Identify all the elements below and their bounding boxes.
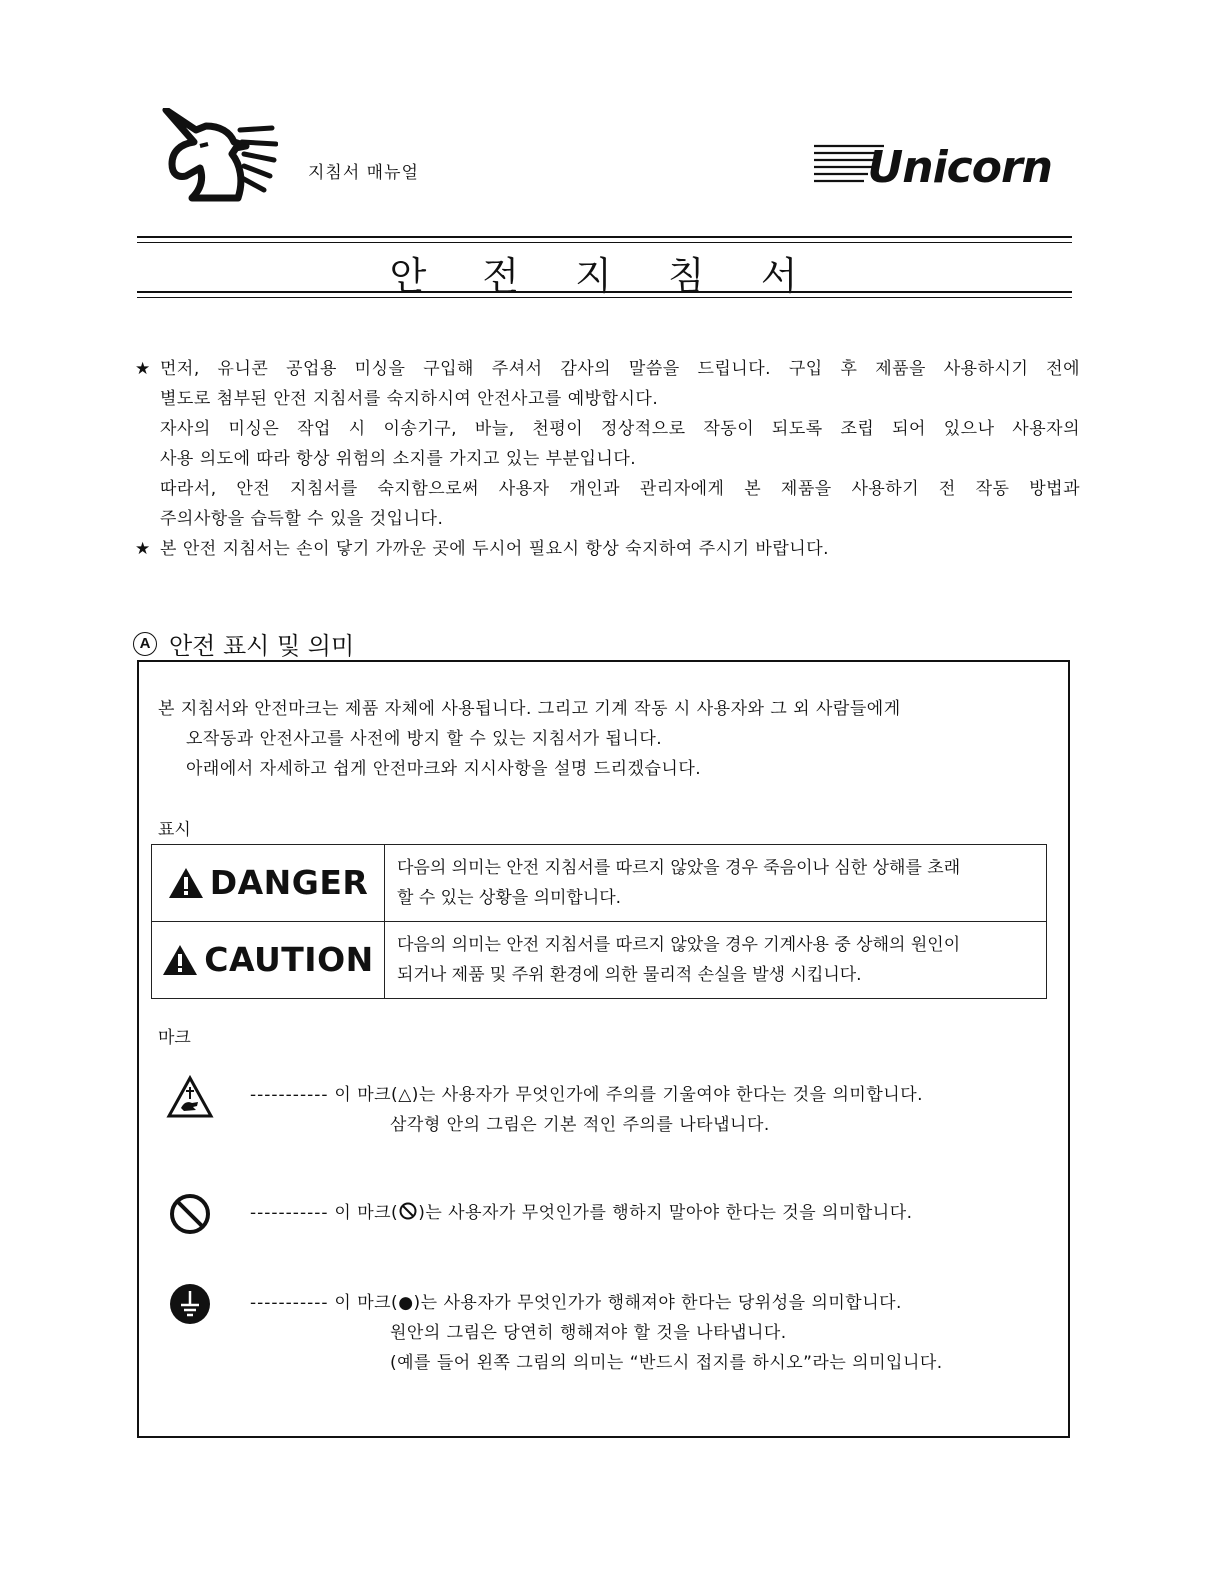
signs-label: 표시	[158, 820, 191, 840]
caution-word: CAUTION	[204, 940, 374, 980]
unicorn-head-logo	[160, 108, 278, 202]
section-a-intro-line: 오작동과 안전사고를 사전에 방지 할 수 있는 지침서가 됩니다.	[186, 729, 663, 749]
section-a-intro-line: 본 지침서와 안전마크는 제품 자체에 사용됩니다. 그리고 기계 작동 시 사용자와 그 외 사람들에게	[158, 699, 901, 719]
caution-badge	[152, 922, 385, 999]
unicorn-brand-logo	[814, 140, 1054, 188]
title-rule-bottom-1	[137, 291, 1072, 293]
brand-name: Unicorn	[867, 142, 1052, 188]
intro-line: 주의사항을 습득할 수 있을 것입니다.	[160, 509, 444, 529]
danger-description	[385, 845, 1047, 922]
section-title: 안전 표시 및 의미	[169, 632, 355, 660]
caution-description	[385, 922, 1047, 999]
danger-badge	[152, 845, 385, 922]
manual-label: 지침서 매뉴얼	[308, 163, 419, 183]
ground-mandatory-icon	[168, 1282, 212, 1326]
mark-text: ----------- 이 마크(●)는 사용자가 무엇인가가 행해져야 한다는 당위성을 의미합니다. 원안의 그림은 당연히 행해져야 할 것을 나타냅니다. (예를 들어 왼쪽 그림의 의미는 “반드시 접지를 하시오”라는 의미입니다.	[250, 1293, 943, 1373]
prohibition-icon	[168, 1192, 212, 1236]
mark-row-caution	[160, 1080, 1060, 1150]
section-a-intro-line: 아래에서 자세하고 쉽게 안전마크와 지시사항을 설명 드리겠습니다.	[186, 759, 702, 779]
section-a-heading	[133, 626, 354, 661]
description-line: 다음의 의미는 안전 지침서를 따르지 않았을 경우 기계사용 중 상해의 원인이	[397, 935, 961, 955]
section-a-intro	[158, 694, 901, 784]
warning-triangle-icon	[162, 944, 198, 976]
warning-triangle-icon	[168, 867, 204, 899]
page-title: 안 전 지 침 서	[389, 254, 820, 298]
intro-line: ★ 먼저, 유니콘 공업용 미싱을 구입해 주셔서 감사의 말씀을 드립니다. 구입 후 제품을 사용하시기 전에	[135, 359, 1080, 379]
description-line: 되거나 제품 및 주위 환경에 의한 물리적 손실을 발생 시킵니다.	[397, 965, 862, 985]
intro-line: 자사의 미싱은 작업 시 이송기구, 바늘, 천평이 정상적으로 작동이 되도록 조립 되어 있으나 사용자의	[160, 419, 1080, 439]
intro-line: 사용 의도에 따라 항상 위험의 소지를 가지고 있는 부분입니다.	[160, 449, 637, 469]
intro-line: 따라서, 안전 지침서를 숙지함으로써 사용자 개인과 관리자에게 본 제품을 사용하기 전 작동 방법과	[160, 479, 1080, 499]
prohibition-icon	[398, 1201, 418, 1221]
hand-warning-triangle-icon	[166, 1074, 214, 1122]
table-row	[152, 845, 1047, 922]
description-line: 다음의 의미는 안전 지침서를 따르지 않았을 경우 죽음이나 심한 상해를 초래	[397, 858, 961, 878]
title-rule-bottom-2	[137, 297, 1072, 298]
mark-text: ----------- 이 마크(△)는 사용자가 무엇인가에 주의를 기울여야 한다는 것을 의미합니다. 삼각형 안의 그림은 기본 적인 주의를 나타냅니다.	[250, 1085, 924, 1135]
title-rule-top-2	[137, 242, 1072, 243]
mark-row-mandatory	[160, 1288, 1060, 1388]
section-marker: A	[133, 632, 157, 656]
title-rule-top-1	[137, 236, 1072, 238]
intro-line: ★ 본 안전 지침서는 손이 닿기 가까운 곳에 두시어 필요시 항상 숙지하여 주시기 바랍니다.	[135, 539, 830, 559]
mark-text: ----------- 이 마크( )는 사용자가 무엇인가를 행하지 말아야 한다는 것을 의미합니다.	[250, 1203, 913, 1223]
description-line: 할 수 있는 상황을 의미합니다.	[397, 888, 622, 908]
intro-paragraph	[135, 354, 1080, 564]
intro-line: 별도로 첨부된 안전 지침서를 숙지하시여 안전사고를 예방합시다.	[160, 389, 659, 409]
marks-label: 마크	[158, 1028, 191, 1048]
table-row	[152, 922, 1047, 999]
signal-word-table	[151, 844, 1047, 999]
danger-word: DANGER	[209, 863, 369, 903]
mark-row-prohibition	[160, 1198, 1060, 1238]
